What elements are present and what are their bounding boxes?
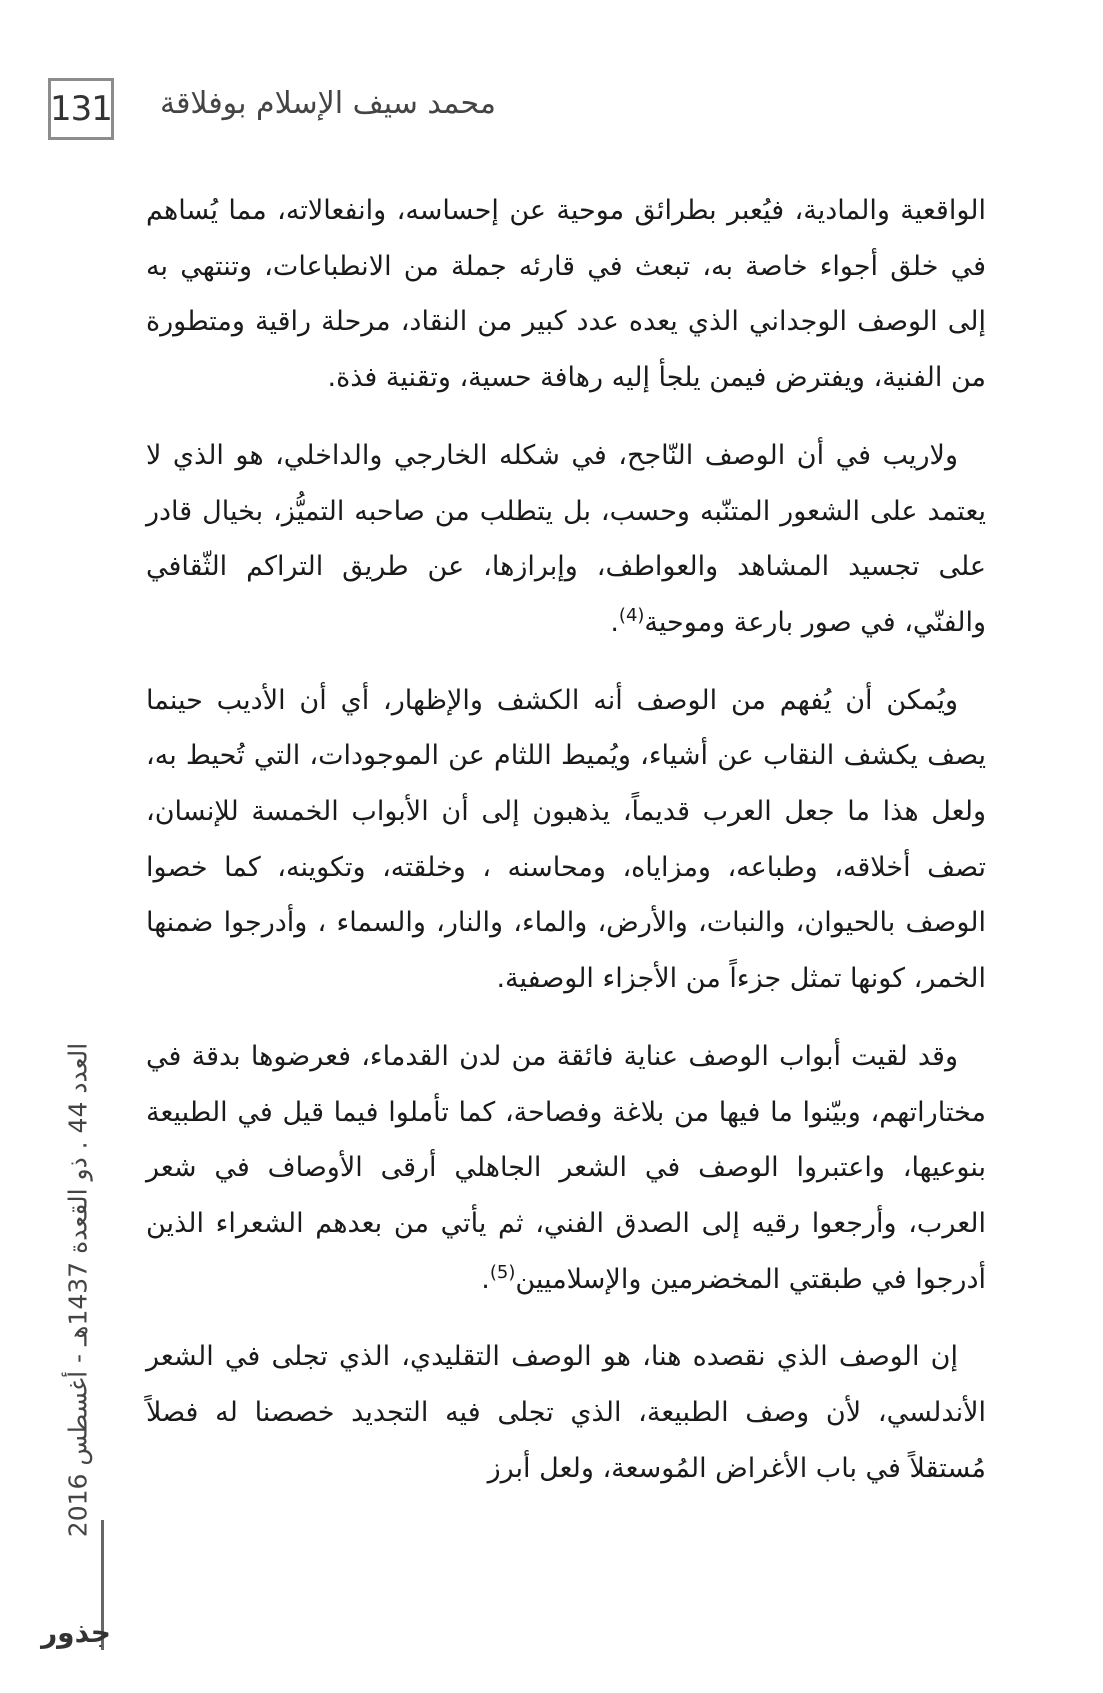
- page-number: 131: [48, 78, 114, 140]
- journal-logo: جذور: [41, 1615, 111, 1649]
- footnote-ref: (5): [489, 1261, 516, 1283]
- paragraph: إن الوصف الذي نقصده هنا، هو الوصف التقليدي، الذي تجلى في الشعر الأندلسي، لأن وصف الطبيعة، الذي تجلى فيه التجديد خصصنا له فصلاً مُستقلاً في باب الأغراض المُوسعة، ولعل أبرز: [146, 1341, 986, 1484]
- article-body: [146, 183, 986, 1496]
- issue-sidebar: [58, 1015, 98, 1565]
- footnote-ref: (4): [618, 604, 645, 626]
- paragraph: الواقعية والمادية، فيُعبر بطرائق موحية عن إحساسه، وانفعالاته، مما يُساهم في خلق أجواء خاصة به، تبعث في قارئه جملة من الانطباعات، وتنتهي به إلى الوصف الوجداني الذي يعده عدد كبير من النقاد، مرحلة راقية ومتطورة من الفنية، ويفترض فيمن يلجأ إليه رهافة حسية، وتقنية فذة.: [146, 195, 986, 394]
- issue-info: العدد 44 . ذو القعدة 1437هـ - أغسطس 2016: [63, 1042, 93, 1538]
- paragraph: ولاريب في أن الوصف النّاجح، في شكله الخارجي والداخلي، هو الذي لا يعتمد على الشعور المتنّبه وحسب، بل يتطلب من صاحبه التميُّز، بخيال قادر على تجسيد المشاهد والعواطف، وإبرازها، عن طريق التراكم الثّقافي والفنّي، في صور بارعة وموحية$^{(4)}$.: [146, 439, 986, 638]
- paragraph: ويُمكن أن يُفهم من الوصف أنه الكشف والإظهار، أي أن الأديب حينما يصف يكشف النقاب عن أشياء، ويُميط اللثام عن الموجودات، التي تُحيط به، ولعل هذا ما جعل العرب قديماً، يذهبون إلى أن الأبواب الخمسة للإنسان، تصف أخلاقه، وطباعه، ومزاياه، ومحاسنه ، وخلقته، وتكوينه، كما خصوا الوصف بالحيوان، والنبات، والأرض، والماء، والنار، والسماء ، وأدرجوا ضمنها الخمر، كونها تمثل جزءاً من الأجزاء الوصفية.: [146, 684, 986, 995]
- author-name: محمد سيف الإسلام بوفلاقة: [160, 86, 496, 121]
- paragraph: وقد لقيت أبواب الوصف عناية فائقة من لدن القدماء، فعرضوها بدقة في مختاراتهم، وبيّنوا ما فيها من بلاغة وفصاحة، كما تأملوا فيما قيل في الطبيعة بنوعيها، واعتبروا الوصف في الشعر الجاهلي أرقى الأوصاف في شعر العرب، وأرجعوا رقيه إلى الصدق الفني، ثم يأتي من بعدهم الشعراء الذين أدرجوا في طبقتي المخضرمين والإسلاميين$^{(5)}$.: [146, 1040, 986, 1295]
